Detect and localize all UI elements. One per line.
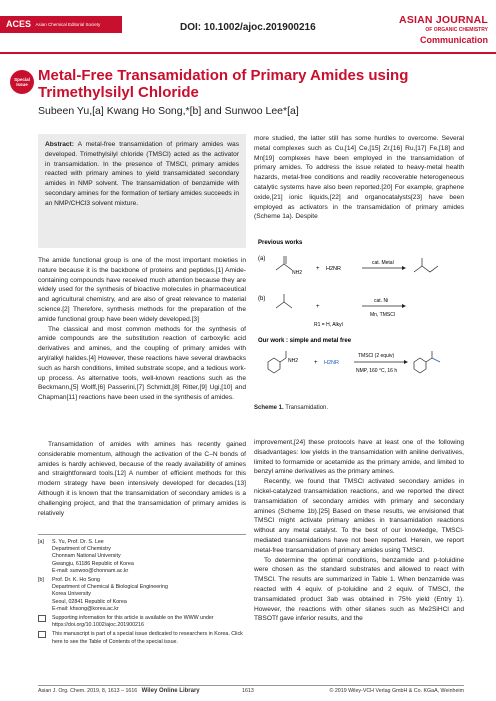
doi-link[interactable]: DOI: 10.1002/ajoc.201900216 — [180, 22, 316, 33]
page-header — [0, 0, 496, 50]
cat-metal-label: cat. Metal — [372, 260, 394, 266]
header-divider — [0, 52, 496, 54]
affiliation-b: [b] Prof. Dr. K. Ho Song Department of Chemical & Biological Engineering Korea University Seoul, 02841 Republic of Korea E-mail: khsong@korea.ac.kr — [38, 577, 169, 612]
supporting-info[interactable]: Supporting information for this article is available on the WWW under https://doi.org/10.1002/ajoc.201900216 — [38, 615, 246, 629]
paragraph: Transamidation of amides with amines has recently gained considerable momentum, although the activation of the C–N bonds of amides is hardly achieved, because of the ready availability of amines and straightforward tools.[12] A number of efficient methods for this modern strategy have been intensively developed for decades.[13] Although it is known that the transamidation of secondary amides is a challenging project, and that the transamidation of primary amides is relatively — [38, 441, 246, 517]
special-issue-badge: Special Issue — [10, 70, 34, 94]
amide-nh2: NH2 — [292, 270, 303, 276]
right-column-top — [254, 134, 464, 222]
paragraph: To determine the optimal conditions, benzamide and p-toluidine were chosen as the standard substrates and allowed to react with TMSCl. The results are summarized in Table 1. When benzamide was reacted with 4 equiv. of p-toluidine and 2 equiv. of TMSCl, the transamidated product 3ab was obtained in 75% yield (Entry 1). However, the reactions with other silanes such as Me2SiHCl and TBSOTf gave inferior results, and the — [254, 556, 464, 623]
paragraph: more studied, the latter still has some hurdles to overcome. Several metal complexes such as Cu,[14] Ce,[15] Zr,[16] Ru,[17] Fe,[18] and Mn[19] complexes have been employed in the transamidation of primary amides. To address the issue related to heavy-metal health hazards, metal-free conditions and readily recoverable heterogeneous catalytic systems have also been reported.[20] For example, graphene oxide,[21] ionic liquids,[22] and organocatalysts[23] have been employed as activators in the transamidation of primary amides (Scheme 1a). Despite — [254, 135, 464, 221]
special-issue-note[interactable]: This manuscript is part of a special issue dedicated to researchers in Korea. Click here to see the Table of Contents of the special issue. — [38, 631, 246, 645]
article-title: Metal-Free Transamidation of Primary Amides using Trimethylsilyl Chloride — [38, 67, 409, 101]
scheme-caption: Scheme 1. Transamidation. — [254, 405, 329, 411]
secondary-amide-structure — [276, 294, 292, 308]
conditions-label: NMP, 160 °C, 16 h — [356, 368, 398, 374]
wiley-online-library-link[interactable]: Wiley Online Library — [141, 688, 200, 694]
plus-sign-c: + — [314, 360, 318, 366]
abstract-text: A metal-free transamidation of primary amides was developed. Trimethylsilyl chloride (TMSCl) acted as the activator in transamidation. In the presence of TMSCl, primary amides reacted with primary amines to yield transamidated secondary amides in NMP solvent. The transamidation of benzamide with secondary amines for the formation of tertiary amides succeeds in an NMP/CHCl3 solvent mixture. — [45, 141, 239, 207]
r1-definition: R1 = H, Alkyl — [314, 322, 343, 328]
left-column-bottom — [38, 440, 246, 518]
affiliation-a: [a] S. Yu, Prof. Dr. S. Lee Department of Chemistry Chonnam National University Gwangju, 61186 Republic of Korea E-mail: sunwoo@chonnam.ac.kr — [38, 539, 134, 574]
page-number: 1613 — [242, 688, 254, 694]
our-work-label: Our work : simple and metal free — [258, 338, 352, 344]
cat-ni-label: cat. Ni — [374, 298, 389, 304]
product-structure — [414, 258, 438, 272]
scheme-label-a: (a) — [258, 256, 266, 262]
plus-sign-b: + — [316, 304, 320, 310]
h2nr-label: H2NR — [324, 360, 339, 366]
abstract-box — [38, 134, 246, 248]
arrow-head — [402, 266, 406, 270]
scheme-1-figure — [254, 234, 464, 412]
benzamide-nh2: NH2 — [288, 358, 299, 364]
amine-label: H2NR — [326, 266, 341, 272]
footer-divider — [38, 685, 464, 686]
tmscl-label: TMSCl (2 equiv) — [358, 353, 395, 359]
plus-sign: + — [316, 266, 320, 272]
citation: Asian J. Org. Chem. 2019, 8, 1613 – 1616 — [38, 688, 138, 694]
scheme-previous-label: Previous works — [258, 240, 303, 246]
product-amide-structure — [414, 351, 440, 373]
affiliations — [38, 534, 246, 646]
aces-logo: ACES Asian Chemical Editorial Society — [0, 16, 122, 33]
right-column-bottom — [254, 438, 464, 624]
paragraph: The classical and most common methods for the synthesis of amide compounds are the substitution reaction of carboxylic acid derivatives and amines, and the coupling of primary amides with aryl/alkyl halides.[4] However, these reactions have several drawbacks such as harsh conditions, limited substrate scope, and a tedious work-up process. As alternative tools, well-known reactions such as the Beckmann,[5] Wolff,[6] Passerini,[7] Schmidt,[8] Ritter,[9] Ugi,[10] and Chapman[11] reactions have been used in the synthesis of amides. — [38, 325, 246, 402]
benzamide-structure — [268, 351, 286, 373]
author-list: Subeen Yu,[a] Kwang Ho Song,*[b] and Sunwoo Lee*[a] — [38, 105, 299, 117]
mn-tmscl-label: Mn, TMSCl — [370, 312, 395, 318]
arrow-head-b — [402, 304, 406, 308]
abstract-label: Abstract: — [45, 141, 74, 148]
arrow-head-c — [404, 360, 408, 364]
paragraph: The amide functional group is one of the most important moieties in nature because it is the backbone of proteins and peptides.[1] Amide-containing compounds have received much attention because they are widely used for the synthesis of bioactive molecules in pharmaceutical and agricultural chemistry, and are also of great relevance to material science.[2] Therefore, synthesis methods for the preparation of the amide functional group have been widely developed.[3] — [38, 257, 246, 323]
scheme-label-b: (b) — [258, 296, 266, 302]
document-icon — [38, 615, 46, 622]
amide-structure — [276, 256, 292, 270]
paragraph: Recently, we found that TMSCl activated secondary amides in nickel-catalyzed transamidation reactions, and we reported the direct transamidation of secondary amides with primary and secondary amines (Scheme 1b).[25] Based on these results, we envisioned that TMSCl might activate primary amides in transamidation reactions without any metal catalyst. To the best of our knowledge, TMSCl-mediated transamidations have not been reported. Herein, we report metal-free transamidation of primary amides using TMSCl. — [254, 478, 464, 554]
journal-logo: ASIAN JOURNAL OF ORGANIC CHEMISTRY Communication — [399, 14, 488, 45]
paragraph: improvement,[24] these protocols have at least one of the following disadvantages: low yields in the transamidation with aniline derivatives, limited to formamide or acetamide as the primary amide, and limited to benzyl amine derivatives as the primary amines. — [254, 439, 464, 476]
left-column-top — [38, 256, 246, 403]
copyright: © 2019 Wiley-VCH Verlag GmbH & Co. KGaA, Weinheim — [329, 688, 464, 694]
note-icon — [38, 631, 46, 638]
